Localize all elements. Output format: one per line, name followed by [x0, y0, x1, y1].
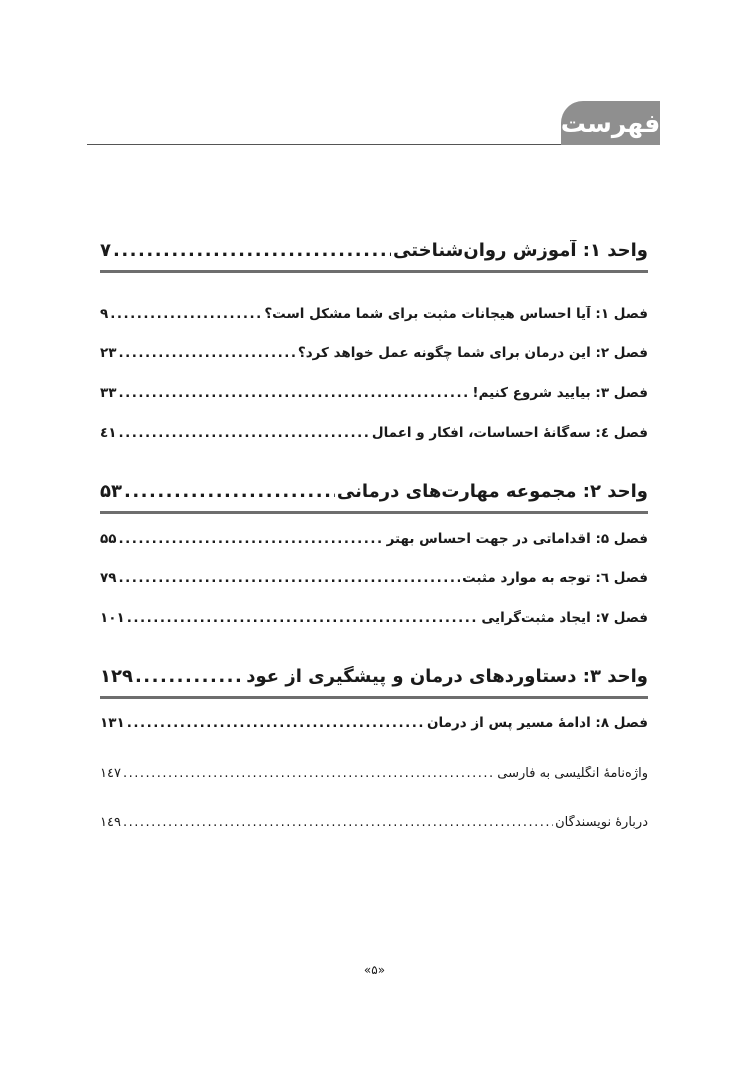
toc-glossary[interactable] — [100, 766, 648, 781]
page-number: «۵» — [363, 963, 386, 977]
toc-chapter-4-label: فصل ٤: سه‌گانهٔ احساسات، افکار و اعمال — [371, 425, 648, 441]
dot-leader — [135, 666, 244, 687]
dot-leader — [118, 385, 470, 401]
unit-2-rule — [100, 511, 648, 514]
toc-unit-2-page: ۵۳ — [100, 481, 122, 502]
toc-chapter-3-label: فصل ۳: بیایید شروع کنیم! — [472, 385, 648, 401]
toc-unit-3-label: واحد ۳: دستاوردهای درمان و پیشگیری از عود — [246, 666, 648, 687]
toc-chapter-5[interactable] — [100, 531, 648, 547]
toc-chapter-6-label: فصل ٦: توجه به موارد مثبت — [462, 570, 648, 586]
toc-chapter-6[interactable] — [100, 570, 648, 586]
toc-chapter-5-page: ۵۵ — [100, 531, 117, 547]
toc-unit-1-page: ۷ — [100, 240, 111, 261]
dot-leader — [118, 345, 295, 361]
page-title: فهرست — [560, 108, 661, 138]
toc-chapter-2[interactable] — [100, 345, 648, 361]
toc-chapter-2-label: فصل ۲: این درمان برای شما چگونه عمل خواهد کرد؟ — [297, 345, 648, 361]
toc-chapter-7[interactable] — [100, 610, 648, 626]
toc-chapter-8-label: فصل ۸: ادامهٔ مسیر پس از درمان — [427, 715, 648, 731]
dot-leader — [118, 531, 384, 547]
toc-chapter-8-page: ۱۳۱ — [100, 715, 125, 731]
toc-chapter-1-page: ۹ — [100, 306, 109, 322]
toc-about-label: دربارهٔ نویسندگان — [555, 815, 648, 830]
dot-leader — [127, 610, 480, 626]
toc-about-authors[interactable] — [100, 815, 648, 830]
toc-unit-3[interactable] — [100, 666, 648, 687]
unit-1-rule — [100, 270, 648, 273]
dot-leader — [110, 306, 262, 322]
dot-leader — [123, 815, 553, 830]
dot-leader — [118, 425, 369, 441]
toc-chapter-4-page: ٤۱ — [100, 425, 117, 441]
toc-glossary-page: ۱٤۷ — [100, 766, 121, 781]
toc-chapter-5-label: فصل ۵: اقداماتی در جهت احساس بهتر — [386, 531, 648, 547]
toc-chapter-7-label: فصل ۷: ایجاد مثبت‌گرایی — [481, 610, 648, 626]
toc-chapter-1-label: فصل ۱: آیا احساسِ هیجانات مثبت برای شما مشکل است؟ — [264, 306, 648, 322]
toc-chapter-3[interactable] — [100, 385, 648, 401]
dot-leader — [124, 481, 335, 502]
toc-chapter-4[interactable] — [100, 425, 648, 441]
toc-chapter-6-page: ۷۹ — [100, 570, 117, 586]
unit-3-rule — [100, 696, 648, 699]
toc-chapter-2-page: ۲۳ — [100, 345, 117, 361]
toc-unit-1-label: واحد ۱: آموزش روان‌شناختی — [393, 240, 648, 261]
title-tab — [561, 101, 660, 145]
toc-unit-3-page: ۱۲۹ — [100, 666, 133, 687]
toc-unit-2-label: واحد ۲: مجموعه مهارت‌های درمانی — [336, 481, 648, 502]
toc-chapter-1[interactable] — [100, 306, 648, 322]
toc-unit-1[interactable] — [100, 240, 648, 261]
dot-leader — [118, 570, 460, 586]
toc-chapter-3-page: ۳۳ — [100, 385, 117, 401]
toc-chapter-7-page: ۱۰۱ — [100, 610, 125, 626]
toc-unit-2[interactable] — [100, 481, 648, 502]
dot-leader — [127, 715, 425, 731]
toc-about-page: ۱٤۹ — [100, 815, 121, 830]
dot-leader — [113, 240, 391, 261]
toc-glossary-label: واژه‌نامهٔ انگلیسی به فارسی — [497, 766, 648, 781]
dot-leader — [123, 766, 495, 781]
toc-chapter-8[interactable] — [100, 715, 648, 731]
